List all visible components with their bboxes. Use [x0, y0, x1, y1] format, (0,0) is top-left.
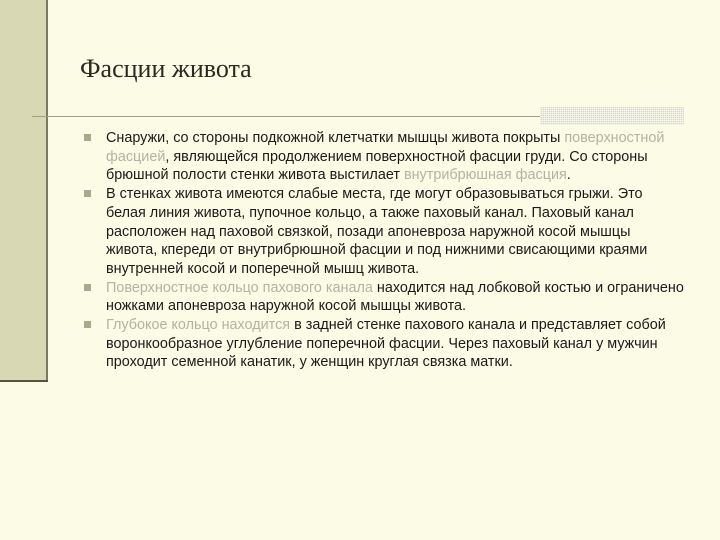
bullet-text [106, 130, 664, 183]
bullet-text-run: . [566, 167, 571, 184]
square-bullet-icon [84, 190, 91, 197]
left-decorative-bar [0, 0, 46, 382]
title-divider-accent [540, 107, 684, 125]
square-bullet-icon [84, 321, 91, 328]
bullet-text-run: В стенках живота имеются слабые места, где могут образовываться грыжи. Это белая линия живота, пупочное кольцо, а также паховый канал. Паховый канал расположен над паховой связкой, позади апоневроза наружной косой мышцы живота, кпереди от внутрибрюшной фасции и под нижними свисающими краями внутренней косой и поперечной мышц живота. [106, 186, 648, 277]
bullet-text [106, 186, 647, 277]
bullet-term: внутрибрюшная фасция [403, 167, 567, 184]
slide-title: Фасции живота [80, 54, 252, 83]
bullet-item [84, 316, 684, 372]
square-bullet-icon [84, 284, 91, 291]
bullet-text [106, 317, 666, 370]
square-bullet-icon [84, 134, 91, 141]
left-bar-bottom-line [0, 380, 48, 382]
bullet-item [84, 185, 684, 279]
bullet-text-run: Снаружи, со стороны подкожной клетчатки мышцы живота покрыты [106, 130, 565, 146]
bullet-item [84, 279, 684, 316]
bullet-term: Глубокое кольцо находится [106, 317, 291, 334]
bullet-list [84, 129, 684, 372]
bullet-text-run: , являющейся продолжением поверхностной фасции груди. Со стороны брюшной полости стенки живота выстилает [106, 148, 648, 184]
bullet-term: поверхностной фасцией [106, 130, 665, 165]
bullet-item [84, 129, 684, 185]
bullet-text [106, 280, 684, 315]
bullet-text-run: в задней стенке пахового канала и представляет собой воронкообразное углубление поперечной фасции. Через паховый канал у мужчин проходит семенной канатик, у женщин круглая связка матки. [106, 317, 666, 371]
bullet-text-run: находится над лобковой костью и ограничено ножками апоневроза наружной косой мышцы живота. [106, 279, 684, 315]
bullet-term: Поверхностное кольцо пахового канала [106, 279, 373, 296]
left-bar-edge [46, 0, 48, 382]
